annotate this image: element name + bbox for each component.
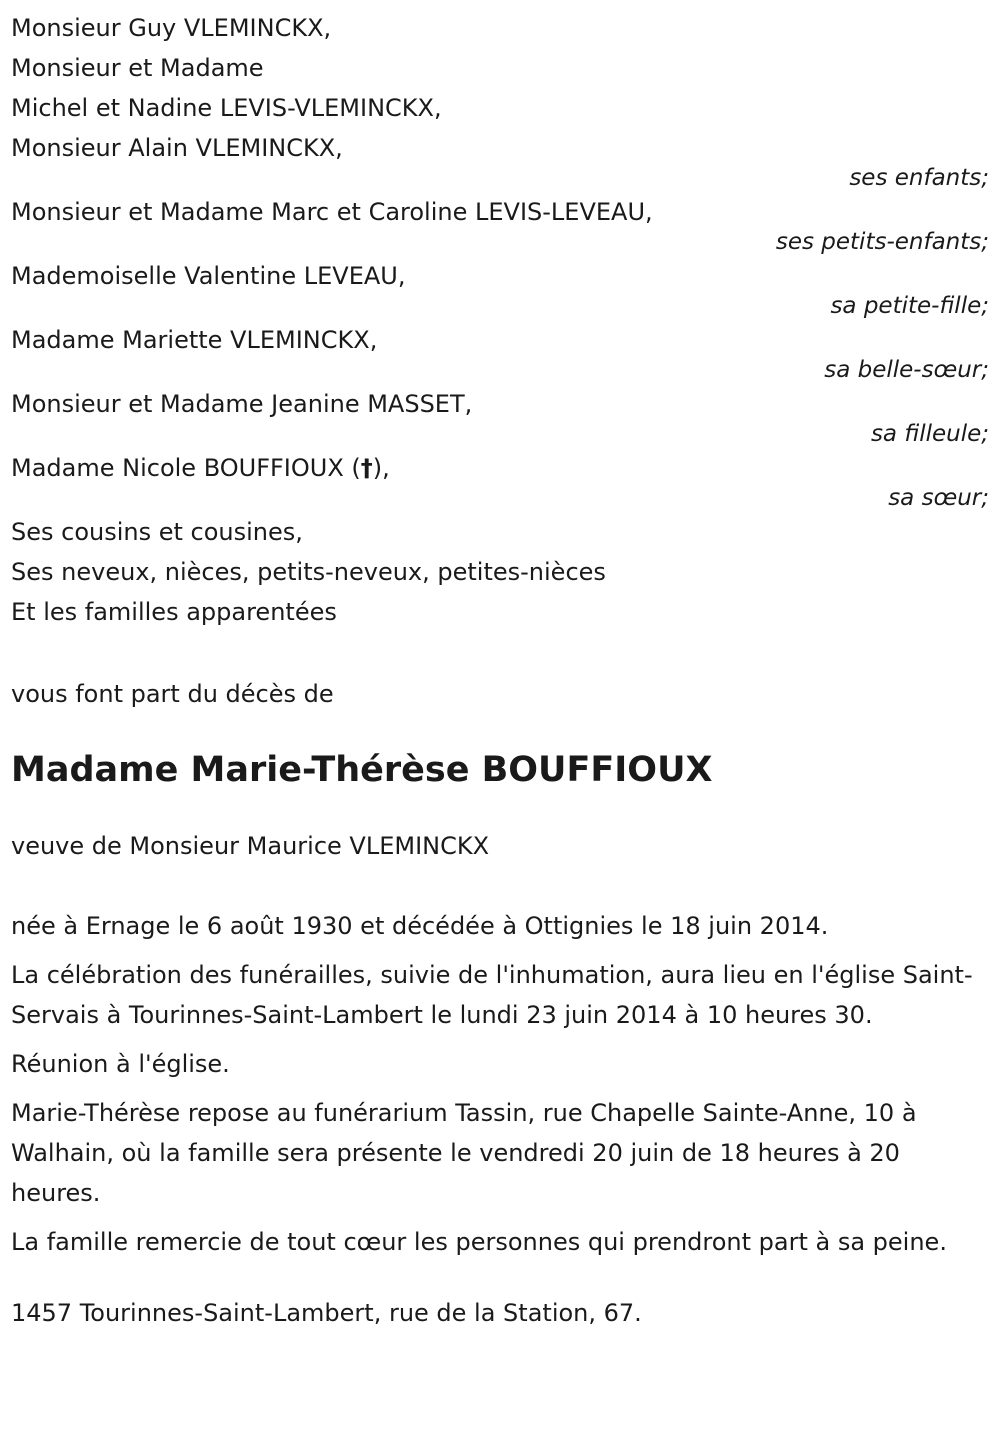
family-name-line: Mademoiselle Valentine LEVEAU, — [11, 262, 406, 290]
death-notice — [11, 8, 991, 1333]
extended-family-group — [11, 512, 991, 632]
relation-label: ses petits-enfants; — [775, 229, 989, 255]
relation-label: sa filleule; — [870, 421, 989, 447]
sister-in-law-group — [11, 320, 991, 382]
widow-of-text: veuve de Monsieur Maurice VLEMINCKX — [11, 832, 490, 860]
deceased-name: Madame Marie-Thérèse BOUFFIOUX — [11, 750, 713, 790]
reunion-paragraph: Réunion à l'église. — [11, 1050, 230, 1078]
sister-group — [11, 448, 991, 510]
great-granddaughter-group — [11, 256, 991, 318]
address-text: 1457 Tourinnes-Saint-Lambert, rue de la Station, 67. — [11, 1299, 642, 1327]
goddaughter-group — [11, 384, 991, 446]
extended-family-line: Ses neveux, nièces, petits-neveux, petites-nièces — [11, 558, 606, 586]
relation-label: sa sœur; — [888, 485, 989, 511]
family-name-line: Monsieur et Madame — [11, 54, 264, 82]
family-name-line: Monsieur et Madame Jeanine MASSET, — [11, 390, 473, 418]
family-name-line: Monsieur et Madame Marc et Caroline LEVIS-LEVEAU, — [11, 198, 653, 226]
sister-name-end: ), — [372, 454, 390, 482]
children-group — [11, 8, 991, 190]
relation-label: ses enfants; — [849, 165, 989, 191]
family-name-line: Monsieur Alain VLEMINCKX, — [11, 134, 343, 162]
funerarium-paragraph: Marie-Thérèse repose au funérarium Tassin, rue Chapelle Sainte-Anne, 10 à Walhain, où la famille sera présente le vendredi 20 juin de 18 heures à 20 heures. — [11, 1099, 917, 1207]
family-name-line: Michel et Nadine LEVIS-VLEMINCKX, — [11, 94, 442, 122]
extended-family-line: Ses cousins et cousines, — [11, 518, 303, 546]
family-name-line: Madame Mariette VLEMINCKX, — [11, 326, 378, 354]
birth-death-paragraph: née à Ernage le 6 août 1930 et décédée à Ottignies le 18 juin 2014. — [11, 912, 829, 940]
funeral-paragraph: La célébration des funérailles, suivie de l'inhumation, aura lieu en l'église Saint-Servais à Tourinnes-Saint-Lambert le lundi 23 juin 2014 à 10 heures 30. — [11, 961, 973, 1029]
grandchildren-group — [11, 192, 991, 254]
sister-name-start: Madame Nicole BOUFFIOUX ( — [11, 454, 361, 482]
announcement-text: vous font part du décès de — [11, 680, 334, 708]
cross-icon: † — [360, 454, 373, 482]
family-name-line — [11, 448, 991, 488]
relation-label: sa petite-fille; — [830, 293, 989, 319]
extended-family-line: Et les familles apparentées — [11, 598, 337, 626]
relation-label: sa belle-sœur; — [824, 357, 989, 383]
thanks-paragraph: La famille remercie de tout cœur les personnes qui prendront part à sa peine. — [11, 1228, 947, 1256]
family-name-line: Monsieur Guy VLEMINCKX, — [11, 14, 332, 42]
